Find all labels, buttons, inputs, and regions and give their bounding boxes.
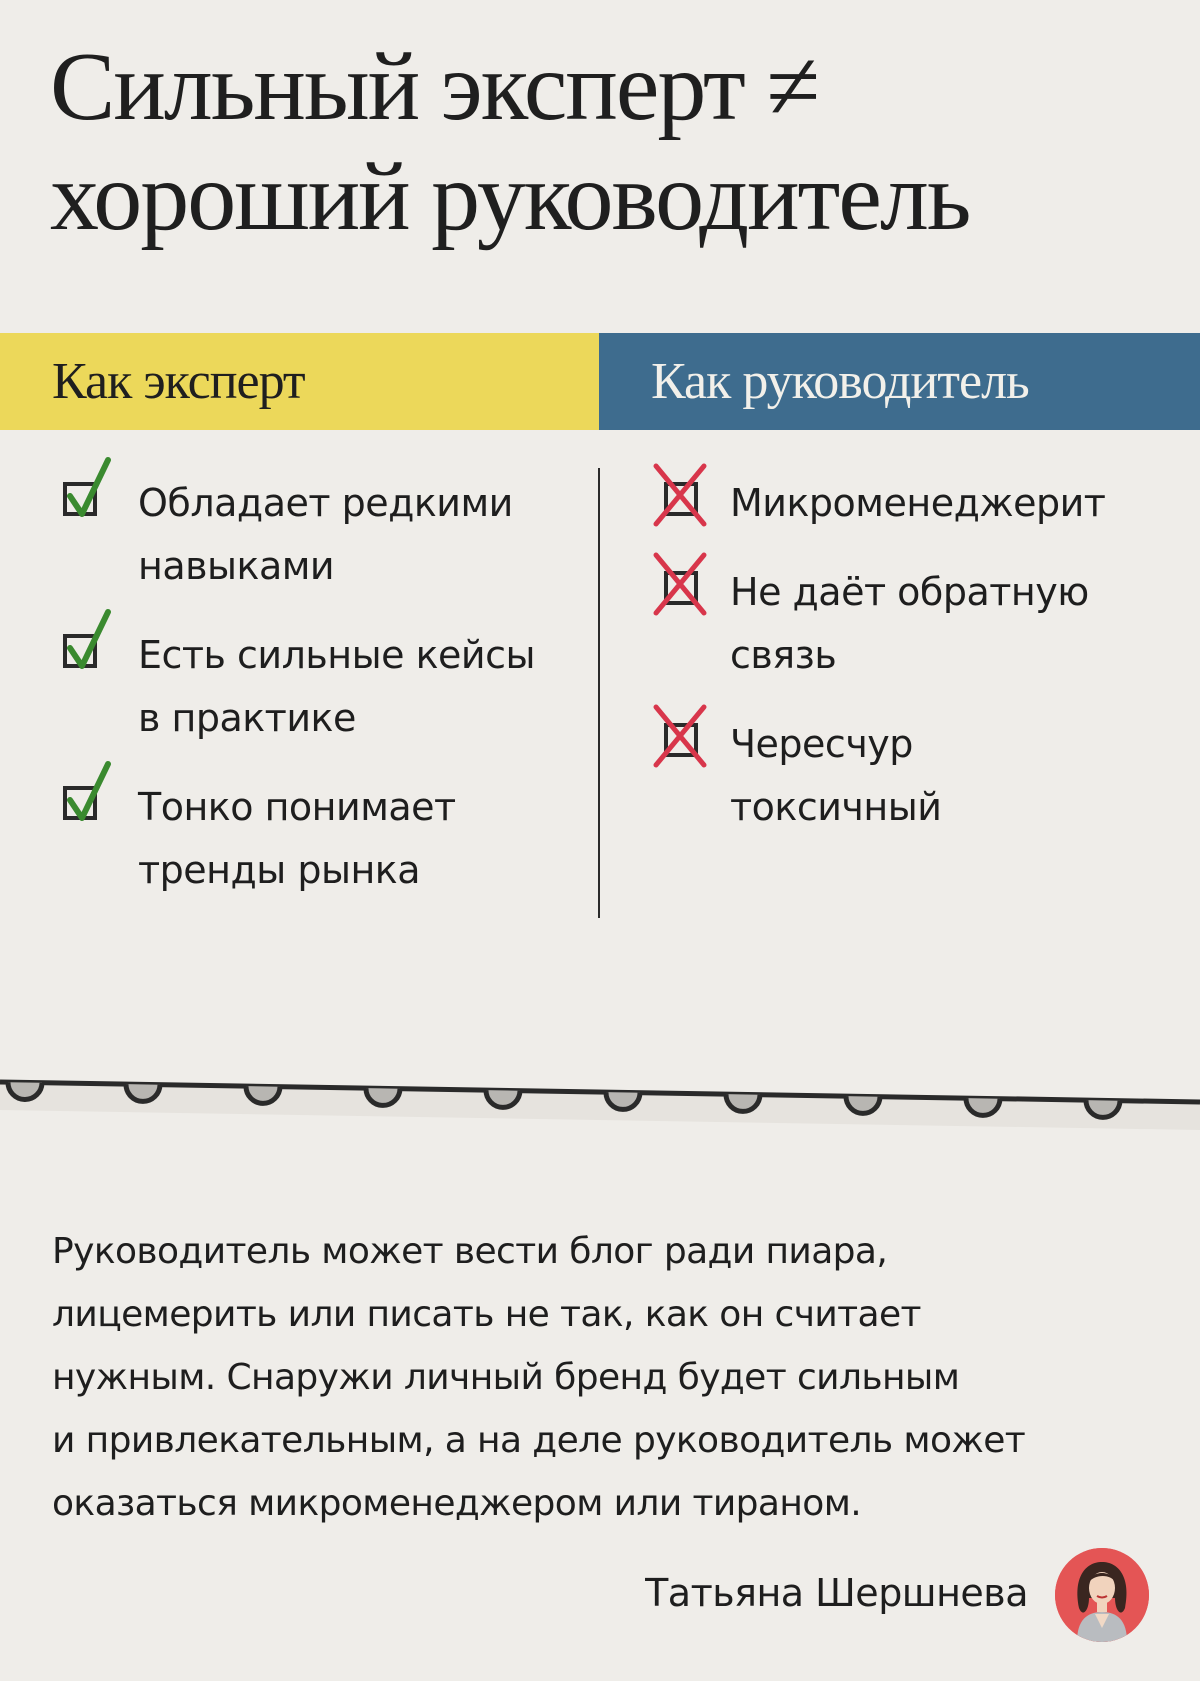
title-line-1: Сильный эксперт ≠: [50, 33, 819, 141]
expert-item-line-1: Есть сильные кейсы: [138, 633, 536, 677]
expert-item-line-2: навыками: [138, 544, 335, 588]
manager-item-line-1: Не даёт обратную: [730, 570, 1089, 614]
manager-header-label: Как руководитель: [651, 353, 1029, 410]
manager-header-band: [599, 333, 1200, 430]
checked-box-icon: [62, 758, 126, 832]
expert-item-line-1: Обладает редкими: [138, 481, 513, 525]
avatar-portrait-icon: [1055, 1548, 1149, 1642]
expert-item-line-2: тренды рынка: [138, 848, 421, 892]
expert-item: [62, 472, 582, 598]
expert-list: [62, 472, 582, 902]
expert-item: [62, 624, 582, 750]
manager-item: [654, 713, 1194, 839]
crossed-box-icon: [652, 695, 716, 769]
checked-box-icon: [62, 454, 126, 528]
expert-header-label: Как эксперт: [52, 353, 305, 410]
manager-list: [654, 472, 1194, 839]
manager-item-line-1: Микроменеджерит: [730, 481, 1106, 525]
crossed-box-icon: [652, 543, 716, 617]
manager-item-line-1: Чересчур: [730, 722, 913, 766]
expert-header-band: [0, 333, 600, 430]
author-avatar: [1055, 1548, 1149, 1642]
expert-item-line-2: в практике: [138, 696, 356, 740]
crossed-box-icon: [652, 454, 716, 528]
torn-edge-divider: [0, 1060, 1200, 1140]
manager-item: [654, 561, 1194, 687]
author-name: Татьяна Шершнева: [645, 1571, 1028, 1615]
checked-box-icon: [62, 606, 126, 680]
manager-item: [654, 472, 1194, 535]
manager-item-line-2: токсичный: [730, 785, 942, 829]
page-title: [50, 32, 1150, 252]
manager-item-line-2: связь: [730, 633, 837, 677]
column-divider: [598, 468, 600, 918]
body-line: и привлекательным, а на деле руководитель может: [52, 1420, 1026, 1461]
expert-item: [62, 776, 582, 902]
body-line: оказаться микроменеджером или тираном.: [52, 1483, 862, 1524]
body-paragraph: [52, 1220, 1172, 1535]
body-line: нужным. Снаружи личный бренд будет сильным: [52, 1357, 960, 1398]
body-line: лицемерить или писать не так, как он считает: [52, 1294, 921, 1335]
title-line-2: хороший руководитель: [50, 143, 970, 251]
body-line: Руководитель может вести блог ради пиара,: [52, 1231, 888, 1272]
expert-item-line-1: Тонко понимает: [138, 785, 456, 829]
